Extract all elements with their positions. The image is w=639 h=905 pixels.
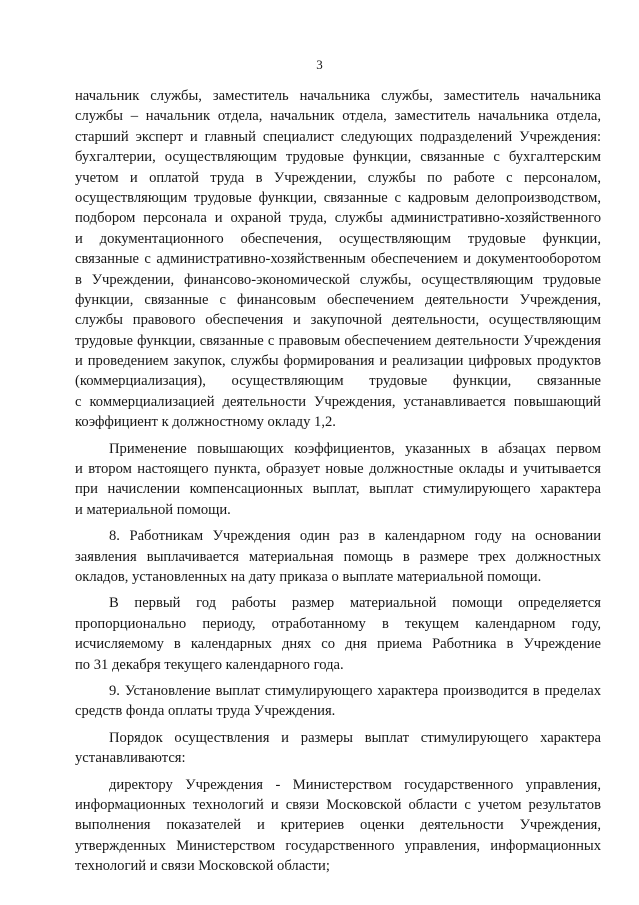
text-line: по 31 декабря текущего календарного года. [75, 656, 344, 673]
text-line: утвержденных Министерством государственного управления, информационных [75, 837, 601, 854]
text-line: начальник службы, заместитель начальника службы, заместитель начальника [75, 88, 601, 104]
text-line: бухгалтерии, осуществляющим трудовые функции, связанные с бухгалтерским [75, 149, 601, 166]
text-line: функции, связанные с финансовым обеспечением деятельности Учреждения, [75, 291, 601, 308]
paragraph-3 [75, 526, 601, 587]
text-line: старший эксперт и главный специалист следующих подразделений Учреждения: [75, 128, 601, 145]
text-line: связанные с административно-хозяйственным обеспечением и документооборотом [75, 251, 601, 268]
text-line: технологий и связи Московской области; [75, 858, 330, 875]
text-line: 9. Установление выплат стимулирующего характера производится в пределах [109, 682, 601, 699]
text-line: заявления выплачивается материальная помощь в размере трех должностных [75, 548, 601, 565]
text-line: выполнения показателей и критериев оценки деятельности Учреждения, [75, 817, 601, 834]
text-line: службы – начальник отдела, начальник отдела, заместитель начальника отдела, [75, 108, 601, 125]
text-line: осуществляющим трудовые функции, связанные с кадровым делопроизводством, [75, 189, 601, 206]
paragraph-4 [75, 593, 601, 675]
text-line: устанавливаются: [75, 750, 186, 767]
page-number: 3 [316, 57, 323, 72]
text-line: и материальной помощи. [75, 501, 231, 518]
text-line: пропорционально периоду, отработанному в текущем календарном году, [75, 615, 601, 632]
text-line: при начислении компенсационных выплат, выплат стимулирующего характера [75, 481, 601, 498]
paragraph-5 [75, 681, 601, 722]
text-line: директору Учреждения - Министерством государственного управления, [109, 776, 601, 793]
text-line: и проведением закупок, службы формирования и реализации цифровых продуктов [75, 353, 601, 370]
text-line: средств фонда оплаты труда Учреждения. [75, 703, 336, 720]
text-line: окладов, установленных на дату приказа о выплате материальной помощи. [75, 568, 542, 585]
text-line: и документационного обеспечения, осуществляющим трудовые функции, [75, 230, 601, 247]
text-line: Порядок осуществления и размеры выплат стимулирующего характера [109, 729, 601, 746]
document-body [75, 86, 601, 876]
text-line: Применение повышающих коэффициентов, указанных в абзацах первом [109, 440, 601, 457]
text-line: с коммерциализацией деятельности Учреждения, устанавливается повышающий [75, 393, 601, 410]
text-line: в Учреждении, финансово-экономической службы, осуществляющим трудовые [75, 271, 601, 288]
text-line: и втором настоящего пункта, образует новые должностные оклады и учитывается [75, 461, 601, 478]
paragraph-7 [75, 775, 601, 877]
text-line: трудовые функции, связанные с правовым обеспечением деятельности Учреждения [75, 332, 601, 349]
text-line: информационных технологий и связи Московской области с учетом результатов [75, 796, 601, 813]
paragraph-2 [75, 439, 601, 521]
text-line: В первый год работы размер материальной помощи определяется [109, 595, 601, 612]
paragraph-6 [75, 728, 601, 769]
text-line: (коммерциализация), осуществляющим трудовые функции, связанные [75, 373, 601, 390]
text-line: подбором персонала и охраной труда, службы административно-хозяйственного [75, 210, 601, 227]
paragraph-1 [75, 86, 601, 433]
text-line: учетом и оплатой труда в Учреждении, службы по работе с персоналом, [75, 169, 601, 186]
text-line: коэффициент к должностному окладу 1,2. [75, 414, 336, 431]
text-line: службы правового обеспечения и закупочной деятельности, осуществляющим [75, 312, 601, 329]
text-line: 8. Работникам Учреждения один раз в календарном году на основании [109, 528, 601, 545]
text-line: исчисляемому в календарных днях со дня приема Работника в Учреждение [75, 636, 601, 653]
